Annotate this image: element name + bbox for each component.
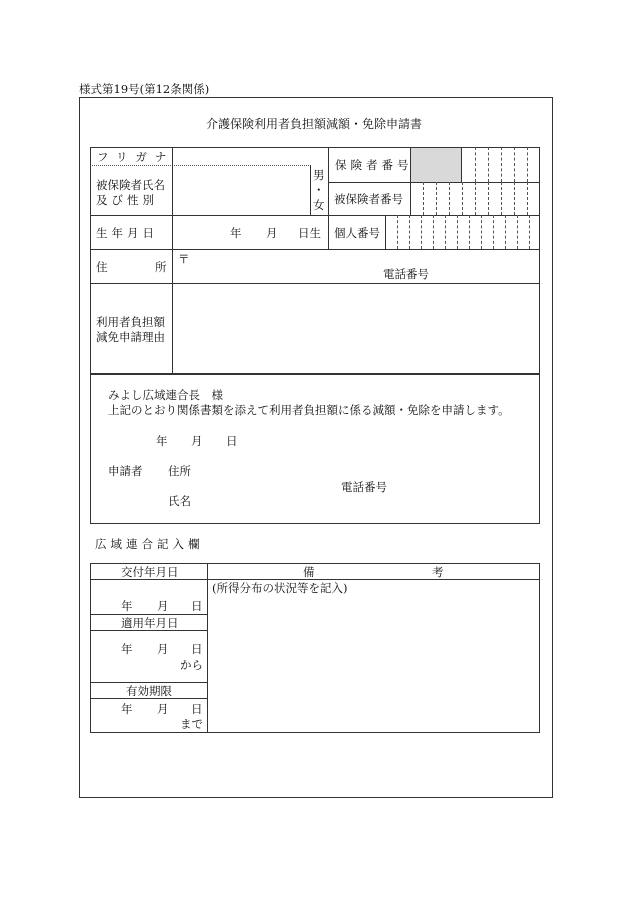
reason-label-1: 利用者負担額 (96, 315, 165, 329)
issue-year: 年 (121, 599, 133, 613)
valid-month: 月 (157, 702, 169, 716)
insurer-number-shaded-cell (411, 148, 461, 182)
form-title: 介護保険利用者負担額減額・免除申請書 (206, 117, 423, 131)
gender-separator: ・ (313, 183, 325, 197)
birthdate-label: 生年月日 (96, 226, 158, 240)
addressee: みよし広域連合長 様 (108, 388, 223, 402)
apply-month: 月 (157, 642, 169, 656)
declaration-month: 月 (191, 434, 203, 448)
apply-year: 年 (121, 642, 133, 656)
personal-number-label: 個人番号 (334, 226, 380, 240)
applicant-label: 申請者 (108, 464, 143, 478)
remarks-note: (所得分布の状況等を記入) (212, 581, 348, 595)
gender-female-option[interactable]: 女 (313, 198, 325, 212)
remarks-label-2: 考 (432, 565, 444, 579)
declaration-statement: 上記のとおり関係書類を添えて利用者負担額に係る減額・免除を申請します。 (108, 403, 510, 417)
reason-label-2: 減免申請理由 (96, 330, 165, 344)
address-label-1: 住 (96, 260, 108, 274)
applicant-phone-label: 電話番号 (341, 480, 387, 494)
address-label-2: 所 (155, 260, 167, 274)
issue-day: 日 (191, 599, 203, 613)
insurer-number-label: 保険者番号 (335, 158, 413, 172)
apply-from: から (180, 658, 203, 672)
office-section-heading: 広域連合記入欄 (95, 537, 204, 551)
gender-male-option[interactable]: 男 (313, 168, 325, 182)
issue-date-label: 交付年月日 (121, 565, 179, 579)
furigana-label: フリガナ (97, 150, 175, 164)
phone-label: 電話番号 (383, 267, 429, 281)
valid-until: まで (180, 717, 203, 731)
apply-day: 日 (191, 642, 203, 656)
issue-month: 月 (157, 599, 169, 613)
applicant-address-label: 住所 (168, 464, 191, 478)
declaration-day: 日 (226, 434, 238, 448)
gender-label: 及び性別 (96, 193, 158, 207)
declaration-year: 年 (156, 434, 168, 448)
insured-name-label: 被保険者氏名 (96, 178, 165, 192)
valid-label: 有効期限 (126, 684, 172, 698)
form-number: 様式第19号(第12条関係) (79, 82, 210, 96)
valid-day: 日 (191, 702, 203, 716)
birthdate-year: 年 (230, 226, 242, 240)
valid-year: 年 (121, 702, 133, 716)
birthdate-day: 日生 (298, 226, 321, 240)
insured-number-label: 被保険者番号 (334, 192, 403, 206)
applicant-name-label: 氏名 (168, 494, 191, 508)
birthdate-month: 月 (266, 226, 278, 240)
remarks-label-1: 備 (303, 565, 315, 579)
apply-date-label: 適用年月日 (121, 616, 179, 630)
postal-mark: 〒 (178, 252, 190, 266)
